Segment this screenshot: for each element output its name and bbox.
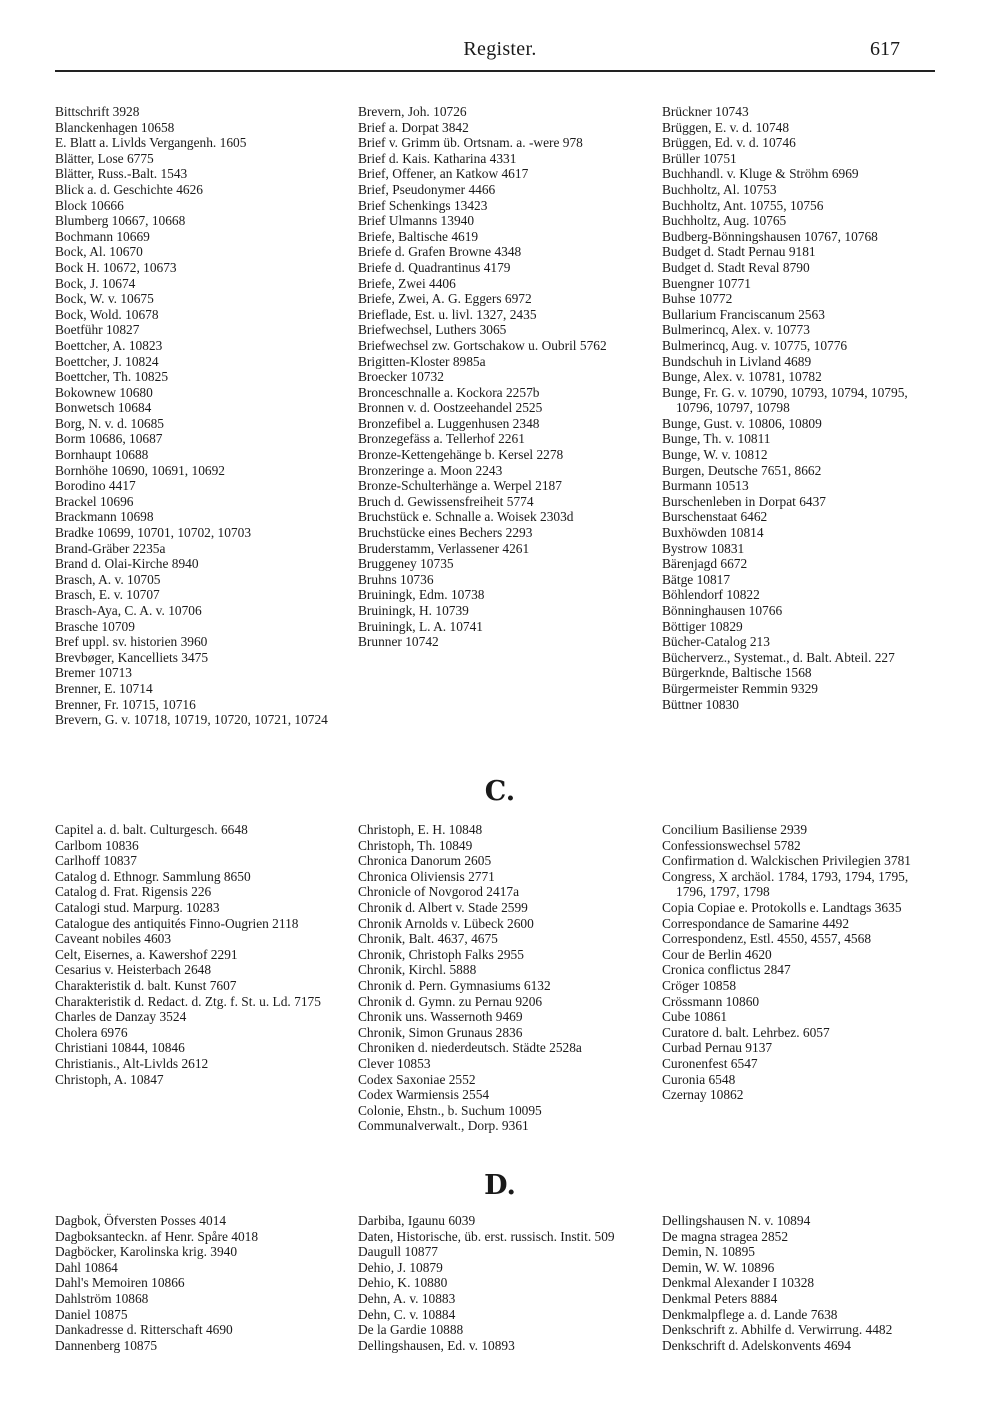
index-entry: Dehn, C. v. 10884	[358, 1306, 456, 1322]
index-entry: Bock H. 10672, 10673	[55, 259, 177, 275]
index-entry: Bulmerincq, Aug. v. 10775, 10776	[662, 337, 848, 353]
index-entry: Chronik Arnolds v. Lübeck 2600	[358, 915, 534, 931]
index-entry: Demin, N. 10895	[662, 1244, 755, 1260]
index-entry: Bürgermeister Remmin 9329	[662, 680, 818, 696]
index-entry: Boettcher, Th. 10825	[55, 369, 169, 385]
index-entry: Daniel 10875	[55, 1306, 128, 1322]
index-entry: Bronnen v. d. Oostzeehandel 2525	[358, 400, 543, 416]
index-entry: Curonenfest 6547	[662, 1055, 758, 1071]
index-entry: Böttiger 10829	[662, 618, 743, 634]
index-entry: Burschenleben in Dorpat 6437	[662, 493, 826, 509]
index-entry: Correspondenz, Estl. 4550, 4557, 4568	[662, 931, 872, 947]
index-entry: Bochmann 10669	[55, 228, 150, 244]
index-entry: Denkmal Alexander I 10328	[662, 1275, 815, 1291]
index-entry: Celt, Eisernes, a. Kawershof 2291	[55, 946, 238, 962]
index-entry: Brevbøger, Kancelliets 3475	[55, 649, 209, 665]
index-entry: Böhlendorf 10822	[662, 587, 760, 603]
index-entry: Brüggen, Ed. v. d. 10746	[662, 135, 796, 151]
index-entry: Dannenberg 10875	[55, 1337, 158, 1353]
index-entry: Chronik, Balt. 4637, 4675	[358, 931, 498, 947]
index-entry: Blumberg 10667, 10668	[55, 213, 186, 229]
index-entry: Dahl's Memoiren 10866	[55, 1275, 185, 1291]
index-entry: Bunge, Alex. v. 10781, 10782	[662, 369, 822, 385]
index-entry: Demin, W. W. 10896	[662, 1259, 775, 1275]
index-entry: Catalog d. Ethnogr. Sammlung 8650	[55, 868, 251, 884]
index-entry: Bunge, Th. v. 10811	[662, 431, 771, 447]
index-entry: Brief, Pseudonymer 4466	[358, 181, 496, 197]
index-entry: Brand-Gräber 2235a	[55, 540, 166, 556]
index-entry: Brief Schenkings 13423	[358, 197, 488, 213]
index-entry: Dagbok, Öfversten Posses 4014	[55, 1213, 227, 1228]
index-entry: Congress, X archäol. 1784, 1793, 1794, 1795, 1796, 1797, 1798	[662, 868, 909, 900]
index-entry: Brunner 10742	[358, 634, 439, 650]
index-entry: Brasche 10709	[55, 618, 135, 634]
index-entry: Boettcher, A. 10823	[55, 337, 163, 353]
index-entry: Catalog d. Frat. Rigensis 226	[55, 884, 212, 900]
index-entry: Bruhns 10736	[358, 571, 434, 587]
index-entry: Bradke 10699, 10701, 10702, 10703	[55, 525, 252, 541]
index-entry: Denkmalpflege a. d. Lande 7638	[662, 1306, 838, 1322]
index-entry: Daugull 10877	[358, 1244, 438, 1260]
index-entry: Bürgerknde, Baltische 1568	[662, 665, 812, 681]
index-entry: Bruggeney 10735	[358, 556, 454, 572]
index-entry: Bulmerincq, Alex. v. 10773	[662, 322, 810, 338]
index-entry: Bruiningk, H. 10739	[358, 603, 469, 618]
index-entry: Cröger 10858	[662, 977, 737, 993]
index-entry: Blätter, Lose 6775	[55, 150, 154, 166]
index-entry: Darbiba, Igaunu 6039	[358, 1213, 476, 1228]
running-header-title: Register.	[463, 38, 537, 60]
index-entry: Blanckenhagen 10658	[55, 119, 175, 135]
index-entry: Denkschrift d. Adelskonvents 4694	[662, 1337, 851, 1353]
index-entry: Cronica conflictus 2847	[662, 962, 791, 978]
index-entry: Bystrow 10831	[662, 540, 745, 556]
index-entry: Brackel 10696	[55, 493, 134, 509]
index-entry: Burmann 10513	[662, 478, 749, 494]
index-entry: Blick a. d. Geschichte 4626	[55, 181, 204, 197]
index-entry: E. Blatt a. Livlds Vergangenh. 1605	[55, 135, 247, 151]
index-entry: Capitel a. d. balt. Culturgesch. 6648	[55, 822, 248, 837]
index-entry: Boettcher, J. 10824	[55, 353, 159, 369]
index-entry: Dagböcker, Karolinska krig. 3940	[55, 1244, 238, 1260]
index-entry: Bullarium Franciscanum 2563	[662, 306, 825, 322]
index-entry: Briefe, Baltische 4619	[358, 228, 479, 244]
index-entry: Christiani 10844, 10846	[55, 1040, 185, 1056]
index-entry: Bruchstück e. Schnalle a. Woisek 2303d	[358, 509, 574, 525]
index-entry: Chronik d. Gymn. zu Pernau 9206	[358, 993, 543, 1009]
index-entry: Carlhoff 10837	[55, 853, 137, 869]
index-entry: Caveant nobiles 4603	[55, 931, 172, 947]
index-entry: De magna stragea 2852	[662, 1228, 789, 1244]
index-entry: Chronik, Kirchl. 5888	[358, 962, 477, 978]
index-entry: Buxhöwden 10814	[662, 525, 764, 541]
index-entry: Blätter, Russ.-Balt. 1543	[55, 166, 188, 182]
index-entry: Borg, N. v. d. 10685	[55, 415, 164, 431]
index-entry: Crössmann 10860	[662, 993, 760, 1009]
index-entry: Bunge, W. v. 10812	[662, 447, 768, 463]
index-entry: Dellingshausen N. v. 10894	[662, 1213, 811, 1228]
index-entry: Bornhöhe 10690, 10691, 10692	[55, 462, 225, 478]
index-entry: Buchholtz, Ant. 10755, 10756	[662, 197, 824, 213]
index-entry: Daten, Historische, üb. erst. russisch. Instit. 509	[358, 1228, 615, 1244]
index-entry: Bruderstamm, Verlassener 4261	[358, 540, 530, 556]
index-entry: Broecker 10732	[358, 369, 444, 385]
index-entry: Curbad Pernau 9137	[662, 1040, 773, 1056]
index-entry: Bronceschnalle a. Kockora 2257b	[358, 384, 540, 400]
index-entry: Bornhaupt 10688	[55, 447, 149, 463]
index-entry: Chronik d. Albert v. Stade 2599	[358, 899, 528, 915]
index-entry: Brief, Offener, an Katkow 4617	[358, 166, 529, 182]
index-entry: Briefe, Zwei 4406	[358, 275, 456, 291]
index-entry: Curonia 6548	[662, 1071, 736, 1087]
index-entry: Christoph, Th. 10849	[358, 837, 473, 853]
index-entry: Bock, J. 10674	[55, 275, 136, 291]
index-entry: Curatore d. balt. Lehrbez. 6057	[662, 1024, 830, 1040]
index-entry: Czernay 10862	[662, 1087, 744, 1103]
index-entry: Communalverwalt., Dorp. 9361	[358, 1118, 529, 1134]
index-entry: Bremer 10713	[55, 665, 132, 681]
index-entry: Brieflade, Est. u. livl. 1327, 2435	[358, 306, 537, 322]
index-entry: Borm 10686, 10687	[55, 431, 163, 447]
index-column	[662, 822, 940, 1103]
index-entry: Charles de Danzay 3524	[55, 1009, 187, 1025]
index-entry: Bücher-Catalog 213	[662, 634, 770, 650]
index-entry: Briefwechsel, Luthers 3065	[358, 322, 507, 338]
index-entry: Christoph, A. 10847	[55, 1071, 164, 1087]
index-column	[358, 1213, 636, 1353]
index-entry: Codex Saxoniae 2552	[358, 1071, 476, 1087]
index-entry: Dahlström 10868	[55, 1290, 149, 1306]
index-entry: Clever 10853	[358, 1055, 431, 1071]
index-entry: Buhse 10772	[662, 291, 733, 307]
index-entry: Bittschrift 3928	[55, 104, 140, 119]
index-entry: Brief d. Kais. Katharina 4331	[358, 150, 517, 166]
index-entry: Chronica Oliviensis 2771	[358, 868, 495, 884]
index-entry: Bruchstücke eines Bechers 2293	[358, 525, 533, 541]
index-entry: Bruiningk, L. A. 10741	[358, 618, 483, 634]
index-entry: Chroniken d. niederdeutsch. Städte 2528a	[358, 1040, 582, 1056]
index-column	[662, 1213, 940, 1353]
index-entry: Brasch-Aya, C. A. v. 10706	[55, 603, 202, 618]
index-entry: Copia Copiae e. Protokolls e. Landtags 3635	[662, 899, 902, 915]
index-entry: Brackmann 10698	[55, 509, 154, 525]
index-entry: Dehio, K. 10880	[358, 1275, 448, 1291]
index-entry: Bref uppl. sv. historien 3960	[55, 634, 208, 650]
index-entry: Burgen, Deutsche 7651, 8662	[662, 462, 822, 478]
index-entry: Briefwechsel zw. Gortschakow u. Oubril 5762	[358, 337, 607, 353]
index-entry: Burschenstaat 6462	[662, 509, 768, 525]
index-entry: Buchholtz, Aug. 10765	[662, 213, 787, 229]
index-entry: Concilium Basiliense 2939	[662, 822, 808, 837]
index-entry: Chronik, Simon Grunaus 2836	[358, 1024, 523, 1040]
index-entry: Budberg-Bönningshausen 10767, 10768	[662, 228, 878, 244]
index-entry: Charakteristik d. balt. Kunst 7607	[55, 977, 237, 993]
index-entry: Bönninghausen 10766	[662, 603, 783, 618]
index-column	[662, 104, 940, 712]
index-entry: Brüggen, E. v. d. 10748	[662, 119, 790, 135]
index-entry: Christoph, E. H. 10848	[358, 822, 483, 837]
index-entry: Brückner 10743	[662, 104, 749, 119]
index-entry: Cholera 6976	[55, 1024, 128, 1040]
index-entry: Brasch, E. v. 10707	[55, 587, 160, 603]
index-entry: Chronica Danorum 2605	[358, 853, 492, 869]
index-entry: Brevern, G. v. 10718, 10719, 10720, 10721, 10724	[55, 712, 328, 728]
index-entry: Chronicle of Novgorod 2417a	[358, 884, 520, 900]
index-entry: Colonie, Ehstn., b. Suchum 10095	[358, 1102, 542, 1118]
section-letter-c: C.	[484, 776, 516, 807]
index-entry: Correspondance de Samarine 4492	[662, 915, 850, 931]
index-entry: Briefe d. Quadrantinus 4179	[358, 259, 511, 275]
index-entry: Catalogue des antiquités Finno-Ougrien 2118	[55, 915, 299, 931]
index-entry: Cour de Berlin 4620	[662, 946, 772, 962]
index-entry: Buchholtz, Al. 10753	[662, 181, 777, 197]
index-entry: Brenner, Fr. 10715, 10716	[55, 696, 196, 712]
index-entry: Dellingshausen, Ed. v. 10893	[358, 1337, 515, 1353]
index-entry: Dehn, A. v. 10883	[358, 1290, 456, 1306]
index-entry: Bock, W. v. 10675	[55, 291, 154, 307]
index-entry: Brüller 10751	[662, 150, 737, 166]
index-entry: Dehio, J. 10879	[358, 1259, 443, 1275]
index-column	[358, 822, 636, 1134]
index-entry: Confirmation d. Walckischen Privilegien 3781	[662, 853, 911, 869]
index-entry: Brasch, A. v. 10705	[55, 571, 161, 587]
index-column	[55, 1213, 333, 1353]
index-entry: Buchhandl. v. Kluge & Ströhm 6969	[662, 166, 859, 182]
index-entry: Dankadresse d. Ritterschaft 4690	[55, 1322, 233, 1338]
index-entry: Bronze-Schulterhänge a. Werpel 2187	[358, 478, 562, 494]
index-entry: Bärenjagd 6672	[662, 556, 748, 572]
index-entry: Charakteristik d. Redact. d. Ztg. f. St. u. Ld. 7175	[55, 993, 321, 1009]
index-column	[55, 104, 333, 728]
index-entry: Denkmal Peters 8884	[662, 1290, 778, 1306]
index-entry: Codex Warmiensis 2554	[358, 1087, 490, 1103]
index-entry: Bunge, Fr. G. v. 10790, 10793, 10794, 10795, 10796, 10797, 10798	[662, 384, 908, 416]
index-entry: Brevern, Joh. 10726	[358, 104, 467, 119]
index-entry: Bätge 10817	[662, 571, 731, 587]
index-entry: Cesarius v. Heisterbach 2648	[55, 962, 212, 978]
index-entry: Bock, Wold. 10678	[55, 306, 159, 322]
index-entry: Bronzegefäss a. Tellerhof 2261	[358, 431, 525, 447]
header-rule	[55, 70, 935, 72]
index-entry: Catalogi stud. Marpurg. 10283	[55, 899, 220, 915]
index-entry: Bundschuh in Livland 4689	[662, 353, 812, 369]
index-entry: Brigitten-Kloster 8985a	[358, 353, 486, 369]
index-entry: Borodino 4417	[55, 478, 136, 494]
index-entry: Christianis., Alt-Livlds 2612	[55, 1055, 209, 1071]
index-entry: Block 10666	[55, 197, 124, 213]
index-entry: Dahl 10864	[55, 1259, 118, 1275]
index-entry: De la Gardie 10888	[358, 1322, 464, 1338]
index-entry: Bunge, Gust. v. 10806, 10809	[662, 415, 822, 431]
index-entry: Brief Ulmanns 13940	[358, 213, 475, 229]
index-entry: Confessionswechsel 5782	[662, 837, 801, 853]
index-entry: Bronzeringe a. Moon 2243	[358, 462, 503, 478]
index-entry: Briefe d. Grafen Browne 4348	[358, 244, 522, 260]
index-entry: Brief a. Dorpat 3842	[358, 119, 469, 135]
index-entry: Chronik d. Pern. Gymnasiums 6132	[358, 977, 551, 993]
index-entry: Bronze-Kettengehänge b. Kersel 2278	[358, 447, 564, 463]
index-entry: Buengner 10771	[662, 275, 751, 291]
index-entry: Cube 10861	[662, 1009, 728, 1025]
index-entry: Brief v. Grimm üb. Ortsnam. a. -were 978	[358, 135, 583, 151]
index-entry: Budget d. Stadt Pernau 9181	[662, 244, 816, 260]
index-column	[358, 104, 636, 650]
index-entry: Carlbom 10836	[55, 837, 139, 853]
index-entry: Denkschrift z. Abhilfe d. Verwirrung. 4482	[662, 1322, 893, 1338]
index-entry: Bronzefibel a. Luggenhusen 2348	[358, 415, 540, 431]
index-entry: Bock, Al. 10670	[55, 244, 143, 260]
page-number: 617	[870, 38, 900, 60]
index-entry: Dagboksanteckn. af Henr. Spåre 4018	[55, 1228, 259, 1244]
index-entry: Boetführ 10827	[55, 322, 140, 338]
section-letter-d: D.	[484, 1170, 516, 1201]
index-entry: Bokownew 10680	[55, 384, 153, 400]
index-entry: Brenner, E. 10714	[55, 680, 153, 696]
index-entry: Chronik uns. Wassernoth 9469	[358, 1009, 523, 1025]
index-entry: Bonwetsch 10684	[55, 400, 152, 416]
index-entry: Bruiningk, Edm. 10738	[358, 587, 485, 603]
index-entry: Bruch d. Gewissensfreiheit 5774	[358, 493, 534, 509]
index-entry: Briefe, Zwei, A. G. Eggers 6972	[358, 291, 532, 307]
index-entry: Büttner 10830	[662, 696, 739, 712]
index-entry: Bücherverz., Systemat., d. Balt. Abteil. 227	[662, 649, 895, 665]
index-entry: Chronik, Christoph Falks 2955	[358, 946, 524, 962]
index-entry: Brand d. Olai-Kirche 8940	[55, 556, 199, 572]
index-column	[55, 822, 333, 1087]
index-entry: Budget d. Stadt Reval 8790	[662, 259, 810, 275]
